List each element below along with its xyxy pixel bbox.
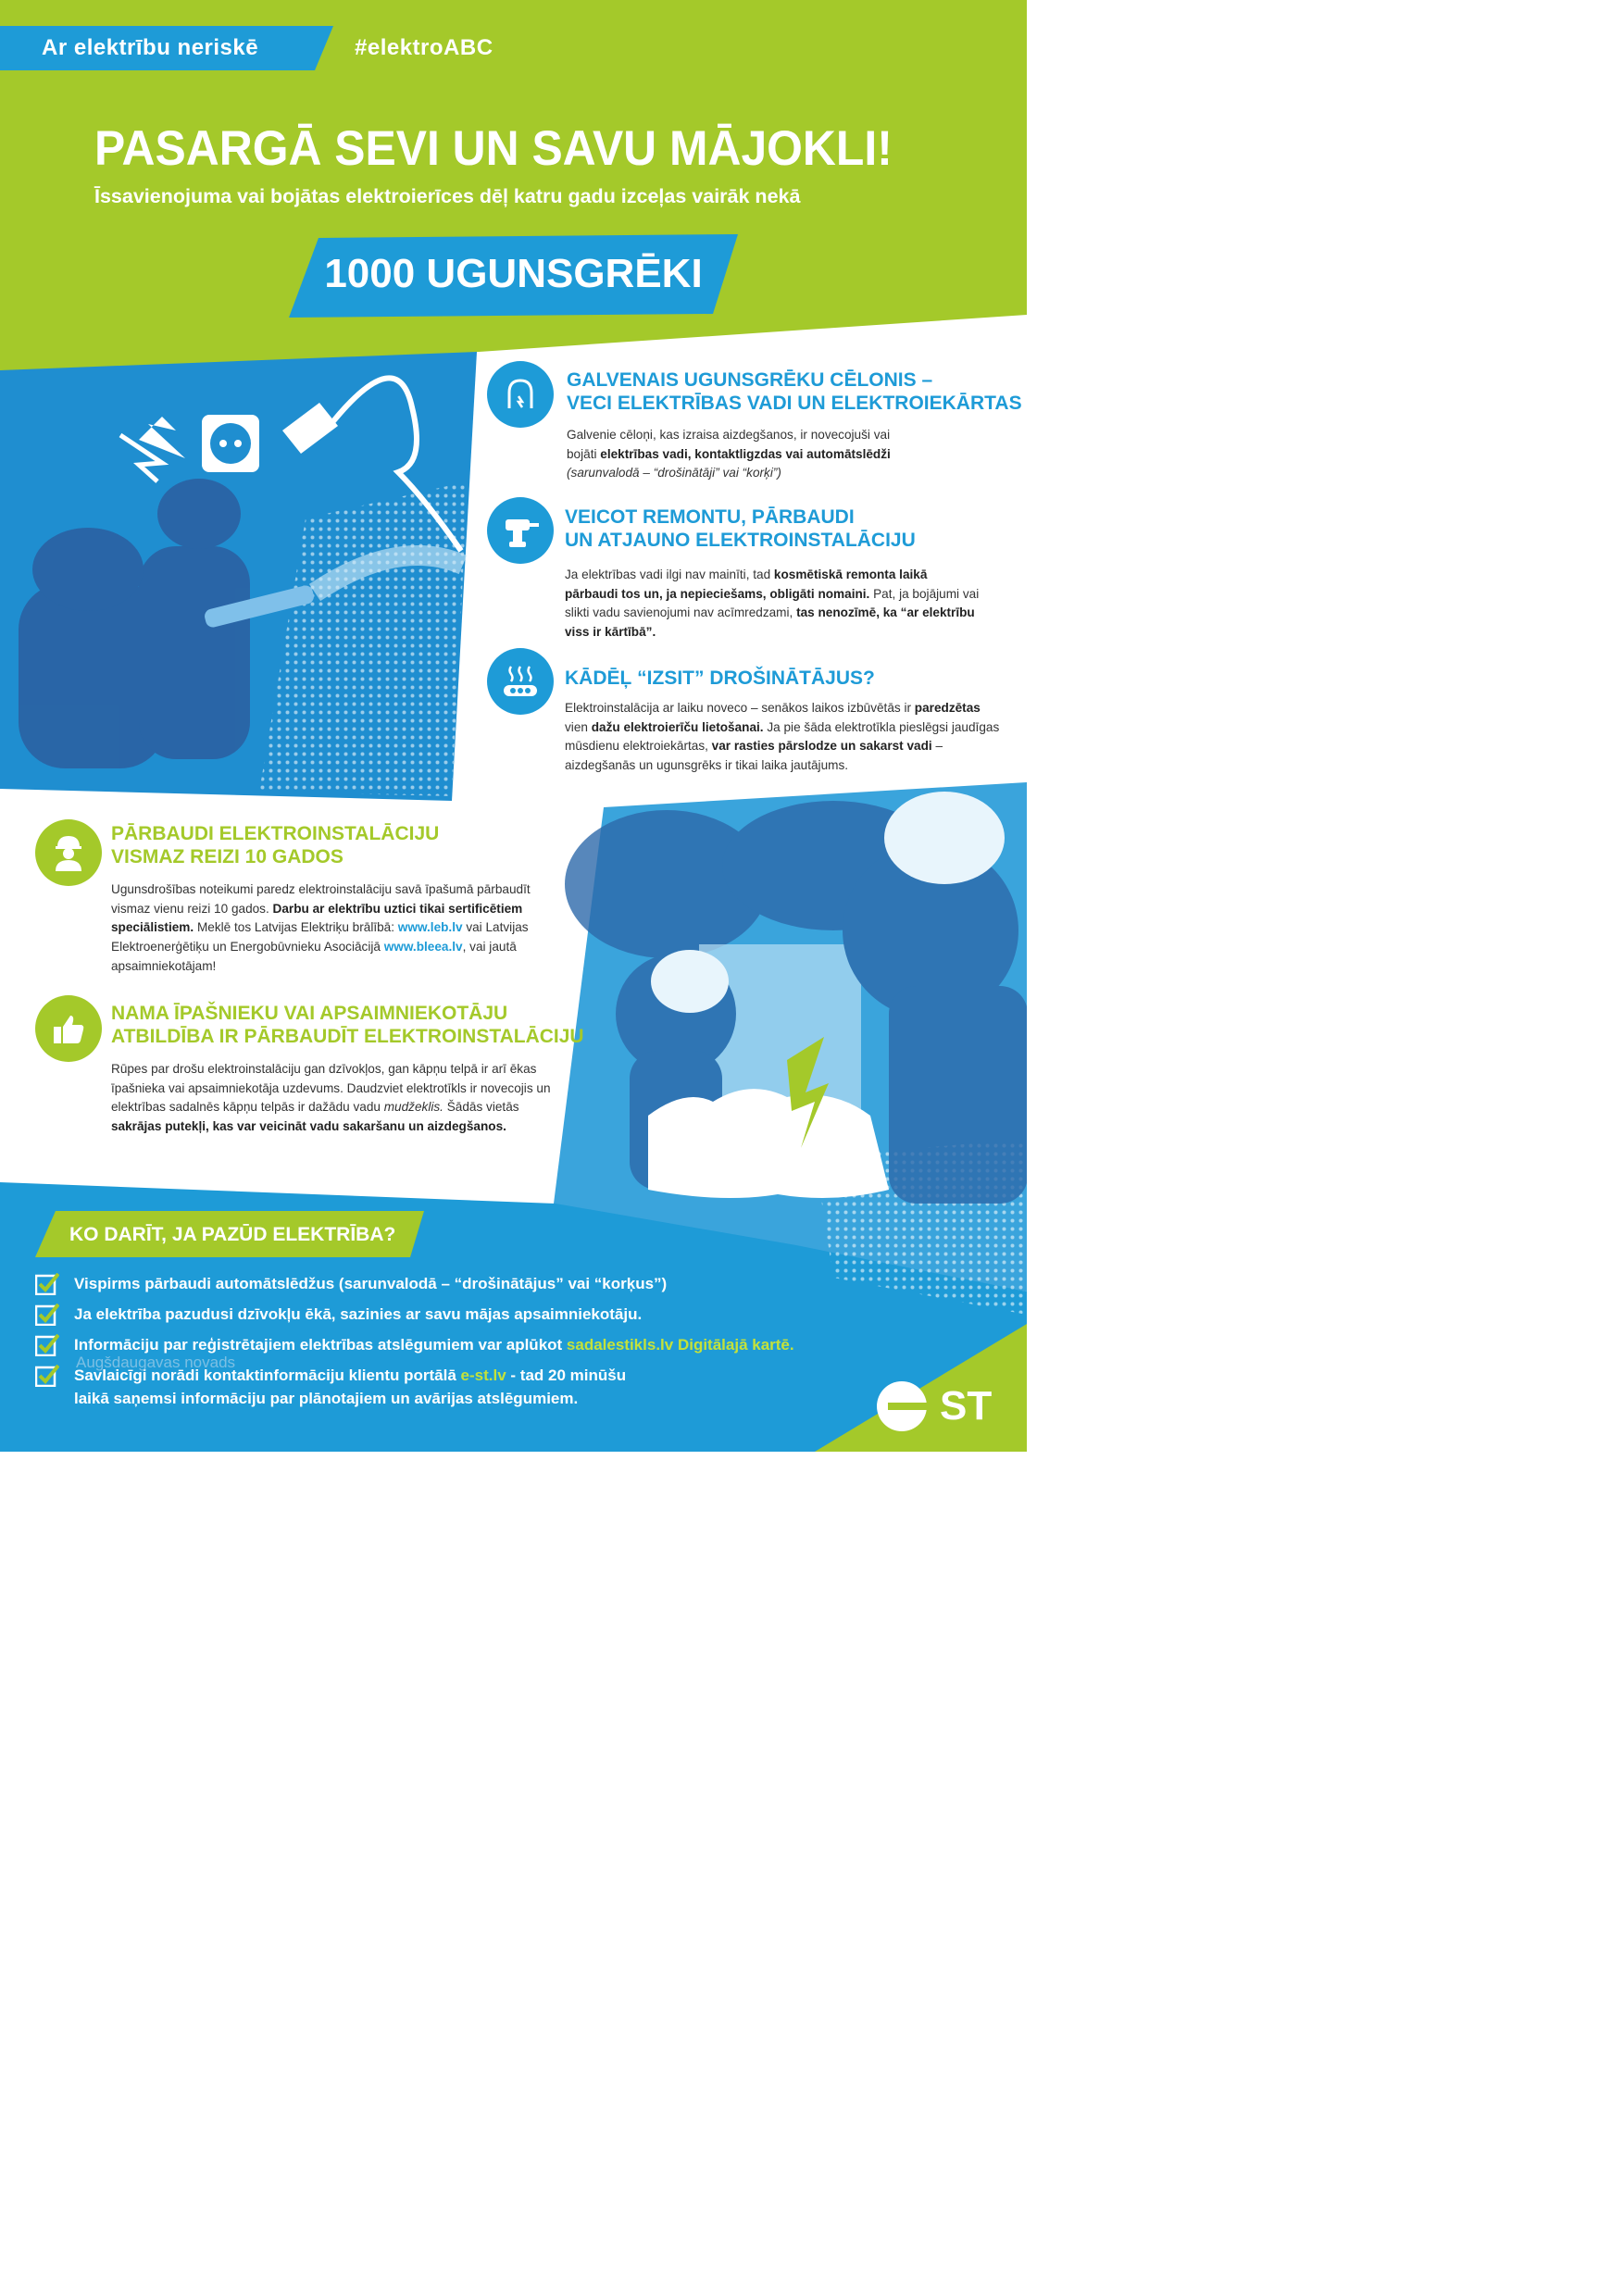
watermark-text: Augšdaugavas novads: [76, 1354, 236, 1371]
section-fuses-body: [565, 699, 1005, 776]
text-segment: kosmētiskā remonta laikā pārbaudi tos un, ja nepieciešams, obligāti nomaini.: [565, 568, 928, 601]
text-segment: dažu elektroierīču lietošanai.: [591, 719, 764, 734]
banner-fire-count: 1000 UGUNSGRĒKI: [324, 251, 703, 296]
section-owner-heading: [111, 1002, 584, 1048]
text-segment: Ugunsdrošības noteikumi paredz elektroinstalāciju savā īpašumā pārbaudīt vismaz vienu reizi 10 gados.: [111, 882, 531, 916]
section-renovate-heading: [565, 505, 916, 552]
text-segment: Ja elektrības vadi ilgi nav mainīti, tad: [565, 568, 774, 581]
text-segment: Meklē tos Latvijas Elektriķu brālībā:: [194, 920, 398, 935]
section-cause-body: [567, 426, 900, 483]
tag-campaign: Ar elektrību neriskē: [42, 35, 259, 60]
text-segment: paredzētas: [914, 701, 981, 715]
text-segment: sakrājas putekļi, kas var veicināt vadu sakaršanu un aizdegšanos.: [111, 1118, 506, 1133]
electricians-photo: [556, 782, 1027, 1204]
section-inspect-body: [111, 880, 569, 976]
checklist-item-text: [74, 1304, 642, 1327]
thumbs-up-icon: [35, 995, 102, 1062]
page-title: PASARGĀ SEVI UN SAVU MĀJOKLI!: [94, 121, 893, 176]
text-segment: sadalestikls.lv Digitālajā kartē.: [566, 1336, 794, 1354]
text-segment: Ja pie šāda elektrotīkla pieslēgsi jaudīgas mūsdienu elektroiekārtas,: [565, 719, 1000, 754]
checkbox-icon: [35, 1304, 59, 1326]
section-owner-body: [111, 1060, 556, 1137]
text-segment: Rūpes par drošu elektroinstalāciju gan dzīvokļos, gan kāpņu telpā ir arī ēkas īpašnieka vai apsaimniekotāja uzdevums. Daudzviet elektrotīkls ir novecojis un elektrības sadalnēs kāpņu telpās ir dažādu vadu: [111, 1062, 551, 1115]
checklist-item-text: [74, 1273, 667, 1296]
checklist-item: [35, 1304, 794, 1327]
text-segment: Darbu ar elektrību uztici tikai sertificētiem speciālistiem.: [111, 901, 523, 935]
section-fuses-heading: KĀDĒĻ “IZSIT” DROŠINĀTĀJUS?: [565, 668, 875, 689]
section-inspect-heading-line1: PĀRBAUDI ELEKTROINSTALĀCIJU: [111, 823, 440, 844]
text-segment: Galvenie cēloņi, kas izraisa aizdegšanos, ir novecojuši vai bojāti: [567, 428, 891, 461]
electrician-worker-icon: [35, 819, 102, 886]
section-cause-heading: [567, 368, 1022, 415]
section-inspect-heading-line2: VISMAZ REIZI 10 GADOS: [111, 846, 344, 868]
text-segment: – aizdegšanās un ugunsgrēks ir tikai laika jautājums.: [565, 739, 943, 772]
checklist-item: [35, 1273, 794, 1296]
text-segment: Savlaicīgi norādi kontaktinformāciju klientu portālā: [74, 1366, 461, 1384]
section-inspect-heading: [111, 822, 439, 868]
section-cause-heading-line1: GALVENAIS UGUNSGRĒKU CĒLONIS –: [567, 369, 933, 391]
page-subtitle: Īssavienojuma vai bojātas elektroierīces dēļ katru gadu izceļas vairāk nekā: [94, 185, 801, 207]
text-segment: var rasties pārslodze un sakarst vadi: [711, 739, 932, 754]
text-segment: vien: [565, 719, 592, 734]
text-segment: , vai jautā apsaimniekotājam!: [111, 939, 517, 973]
pipe-wire-icon: [487, 361, 554, 428]
text-segment[interactable]: www.bleea.lv: [383, 939, 463, 954]
section-renovate-heading-line2: UN ATJAUNO ELEKTROINSTALĀCIJU: [565, 530, 916, 552]
text-segment: mudžeklis.: [383, 1100, 443, 1115]
checkbox-icon: [35, 1273, 59, 1295]
st-logo: [875, 1379, 992, 1433]
text-segment: tas nenozīmē, ka “ar elektrību viss ir kārtībā”.: [565, 605, 975, 639]
section-owner-heading-line2: ATBILDĪBA IR PĀRBAUDĪT ELEKTROINSTALĀCIJU: [111, 1026, 584, 1048]
text-segment: - tad 20 minūšu laikā saņemsi informāciju par plānotajiem un avārijas atslēgumiem.: [74, 1366, 627, 1407]
text-segment: Pat, ja bojājumi vai slikti vadu savienojumi nav acīmredzami,: [565, 586, 980, 620]
text-segment: Elektroinstalācija ar laiku noveco – senākos laikos izbūvētās ir: [565, 701, 915, 715]
footer-heading: KO DARĪT, JA PAZŪD ELEKTRĪBA?: [69, 1224, 396, 1245]
firefighters-photo: [0, 352, 477, 801]
text-segment[interactable]: www.leb.lv: [397, 920, 463, 935]
tag-hashtag: #elektroABC: [355, 35, 493, 60]
section-owner-heading-line1: NAMA ĪPAŠNIEKU VAI APSAIMNIEKOTĀJU: [111, 1003, 508, 1024]
checkbox-icon: [35, 1334, 59, 1356]
section-renovate-heading-line1: VEICOT REMONTU, PĀRBAUDI: [565, 506, 855, 528]
checkbox-icon: [35, 1365, 59, 1387]
overheat-power-strip-icon: [487, 648, 554, 715]
drill-icon: [487, 497, 554, 564]
text-segment: vai Latvijas Elektroenerģētiķu un Energobūvnieku Asociācijā: [111, 920, 529, 954]
poster: [0, 0, 1027, 1452]
section-renovate-body: [565, 566, 981, 643]
st-logo-mark-icon: [875, 1379, 929, 1433]
st-logo-text: ST: [940, 1383, 993, 1429]
text-segment: (sarunvalodā – “drošinātāji” vai “korķi”): [567, 466, 781, 480]
section-cause-heading-line2: VECI ELEKTRĪBAS VADI UN ELEKTROIEKĀRTAS: [567, 393, 1022, 415]
text-segment: e-st.lv: [460, 1366, 506, 1384]
text-segment: Vispirms pārbaudi automātslēdžus (sarunvalodā – “drošinātājus” vai “korķus”): [74, 1275, 668, 1292]
text-segment: Šādās vietās: [443, 1100, 519, 1115]
text-segment: Ja elektrība pazudusi dzīvokļu ēkā, sazinies ar savu mājas apsaimniekotāju.: [74, 1305, 643, 1323]
text-segment: elektrības vadi, kontaktligzdas vai automātslēdži: [600, 446, 891, 461]
text-segment: Informāciju par reģistrētajiem elektrības atslēgumiem var aplūkot: [74, 1336, 567, 1354]
